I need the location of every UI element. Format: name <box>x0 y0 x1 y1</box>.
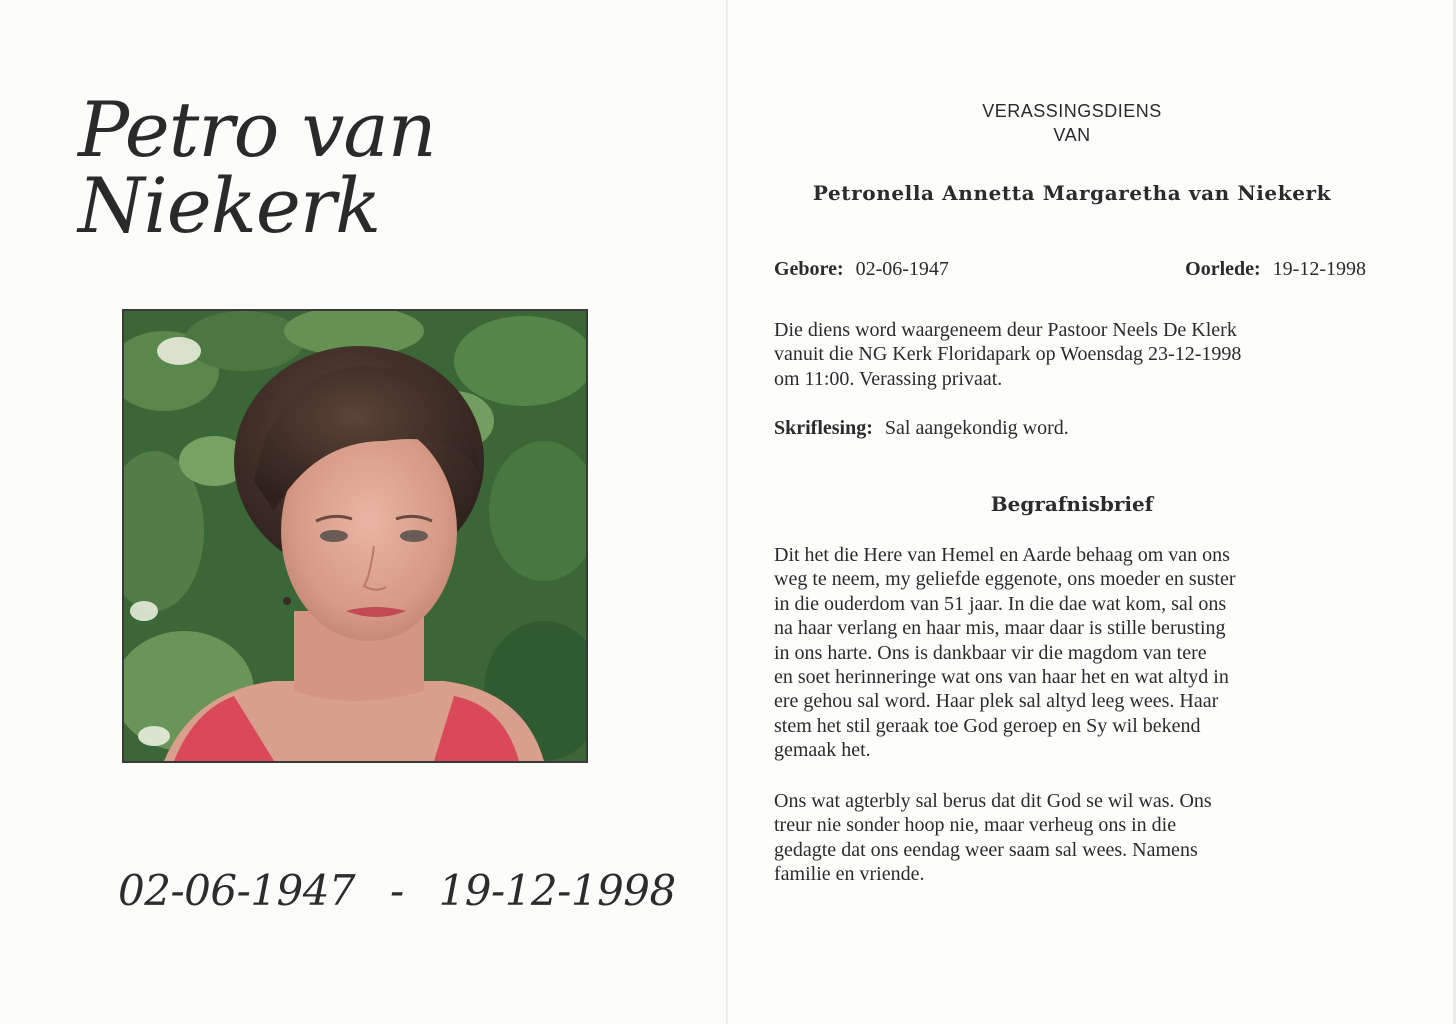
service-details-line: om 11:00. Verassing privaat. <box>774 367 1003 390</box>
scripture-reading <box>774 416 1374 440</box>
born-value: 02-06-1947 <box>855 258 949 280</box>
cover-page <box>0 0 726 1024</box>
letter-closing <box>774 789 1374 887</box>
letter-line: stem het stil geraak toe God geroep en Sy wil bekend <box>774 714 1201 737</box>
letter-line: en soet herinneringe wat ons van haar het en wat altyd in <box>774 666 1229 689</box>
service-details-line: Die diens word waargeneem deur Pastoor Neels De Klerk <box>774 319 1237 341</box>
closing-line: Ons wat agterbly sal berus dat dit God se wil was. Ons <box>774 790 1212 812</box>
service-heading-line1: VERASSINGSDIENS <box>982 101 1162 121</box>
letter-line: ere gehou sal word. Haar plek sal altyd leeg wees. Haar <box>774 690 1219 713</box>
deceased-full-name: Petronella Annetta Margaretha van Niekerk <box>812 181 1332 205</box>
letter-line: weg te neem, my geliefde eggenote, ons moeder en suster <box>774 568 1236 591</box>
closing-line: familie en vriende. <box>774 863 925 886</box>
closing-line: gedagte dat ons eendag weer saam sal wees. Namens <box>774 838 1198 861</box>
cover-dates <box>118 866 676 915</box>
born-label: Gebore: <box>774 258 844 280</box>
portrait-image <box>124 311 586 761</box>
letter-body <box>774 543 1374 763</box>
reading-value: Sal aangekondig word. <box>884 417 1069 439</box>
reading-label: Skriflesing: <box>774 417 873 439</box>
letter-line: na haar verlang en haar mis, maar daar is stille berusting <box>774 617 1226 640</box>
service-details-line: vanuit die NG Kerk Floridapark op Woensdag 23-12-1998 <box>774 343 1242 366</box>
cover-name: Petro van Niekerk <box>78 85 436 250</box>
service-heading-line2: VAN <box>1053 125 1091 145</box>
born-date <box>774 258 949 281</box>
service-details <box>774 318 1374 391</box>
service-heading <box>772 99 1372 147</box>
letter-title: Begrafnisbrief <box>990 492 1154 516</box>
letter-line: in die ouderdom van 51 jaar. In die dae wat kom, sal ons <box>774 592 1227 615</box>
died-date <box>1185 258 1366 281</box>
died-value: 19-12-1998 <box>1272 258 1366 280</box>
life-dates-row <box>774 258 1366 286</box>
cover-date-died: 19-12-1998 <box>438 866 676 915</box>
cover-date-separator: - <box>390 866 404 915</box>
portrait-photo <box>122 309 588 763</box>
letter-line: Dit het die Here van Hemel en Aarde behaag om van ons <box>774 544 1230 566</box>
letter-line: gemaak het. <box>774 739 871 762</box>
letter-line: in ons harte. Ons is dankbaar vir die magdom van tere <box>774 641 1207 664</box>
died-label: Oorlede: <box>1185 258 1261 280</box>
cover-date-born: 02-06-1947 <box>118 866 356 915</box>
closing-line: treur nie sonder hoop nie, maar verheug ons in die <box>774 814 1177 837</box>
